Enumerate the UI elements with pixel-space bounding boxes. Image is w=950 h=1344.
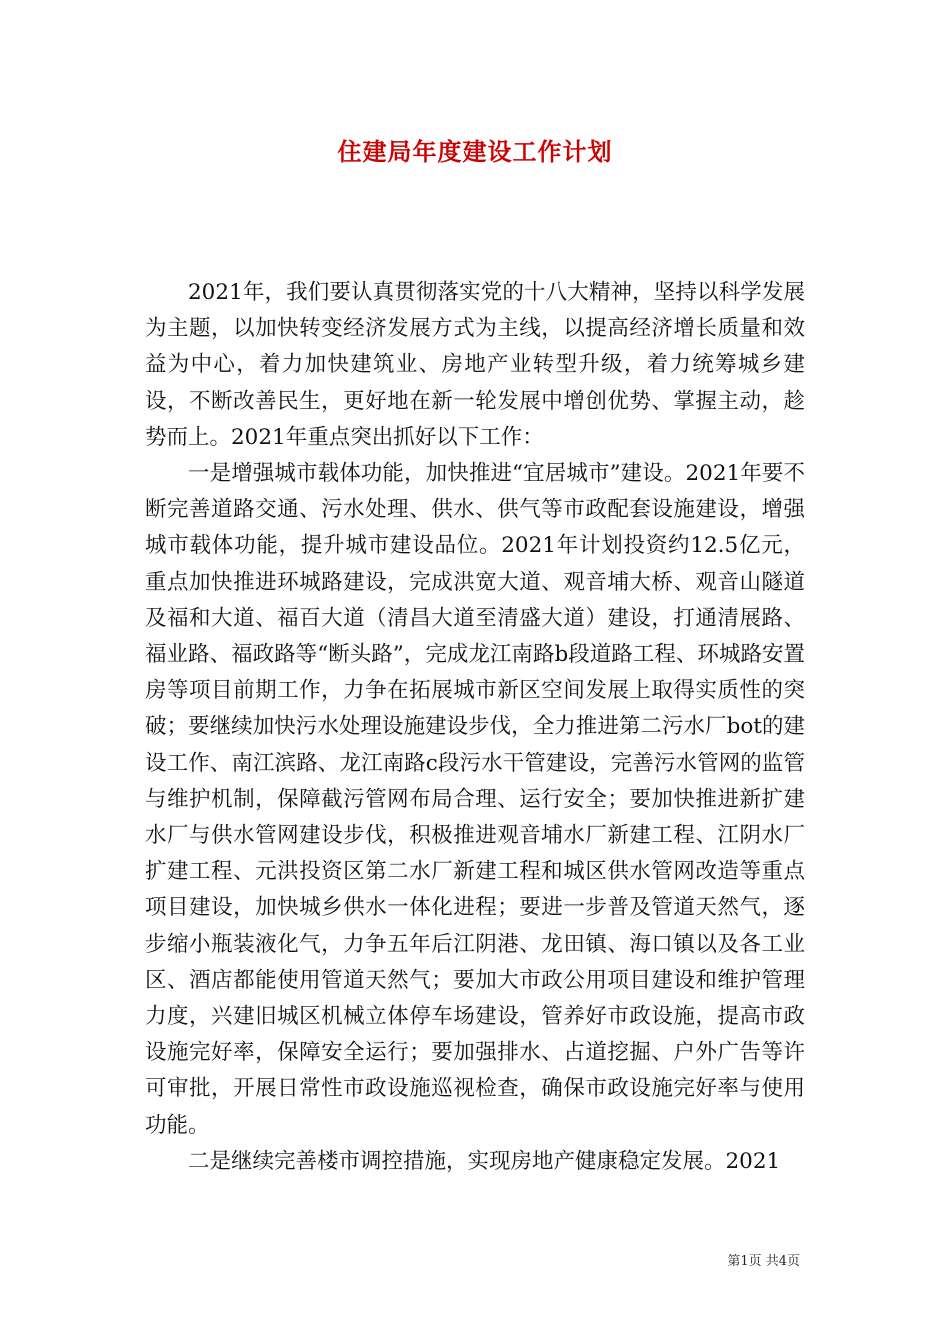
paragraph-point-two: 二是继续完善楼市调控措施，实现房地产健康稳定发展。2021 [188,1148,781,1174]
page-number: 第1页 共4页 [727,1254,800,1269]
paragraph-point-one: 一是增强城市载体功能，加快推进“宜居城市”建设。2021年要不断完善道路交通、污水处理、供水、供气等市政配套设施建设，增强城市载体功能，提升城市建设品位。2021年计划投资约12.5亿元，重点加快推进环城路建设，完成洪宽大道、观音埔大桥、观音山隧道及福和大道、福百大道（清昌大道至清盛大道）建设，打通清展路、福业路、福政路等“断头路”，完成龙江南路b段道路工程、环城路安置房等项目前期工作，力争在拓展城市新区空间发展上取得实质性的突破；要继续加快污水处理设施建设步伐，全力推进第二污水厂bot的建设工作、南江滨路、龙江南路c段污水干管建设，完善污水管网的监管与维护机制，保障截污管网布局合理、运行安全；要加快推进新扩建水厂与供水管网建设步伐，积极推进观音埔水厂新建工程、江阴水厂扩建工程、元洪投资区第二水厂新建工程和城区供水管网改造等重点项目建设，加快城乡供水一体化进程；要进一步普及管道天然气，逐步缩小瓶装液化气，力争五年后江阴港、龙田镇、海口镇以及各工业区、酒店都能使用管道天然气；要加大市政公用项目建设和维护管理力度，兴建旧城区机械立体停车场建设，管养好市政设施，提高市政设施完好率，保障安全运行；要加强排水、占道挖掘、户外广告等许可审批，开展日常性市政设施巡视检查，确保市政设施完好率与使用功能。 [145,461,805,1138]
document-body [145,275,805,1180]
document-title: 住建局年度建设工作计划 [337,137,613,166]
paragraph-intro: 2021年，我们要认真贯彻落实党的十八大精神，坚持以科学发展为主题，以加快转变经济发展方式为主线，以提高经济增长质量和效益为中心，着力加快建筑业、房地产业转型升级，着力统筹城乡建设，不断改善民生，更好地在新一轮发展中增创优势、掌握主动，趁势而上。2021年重点突出抓好以下工作： [145,280,805,450]
